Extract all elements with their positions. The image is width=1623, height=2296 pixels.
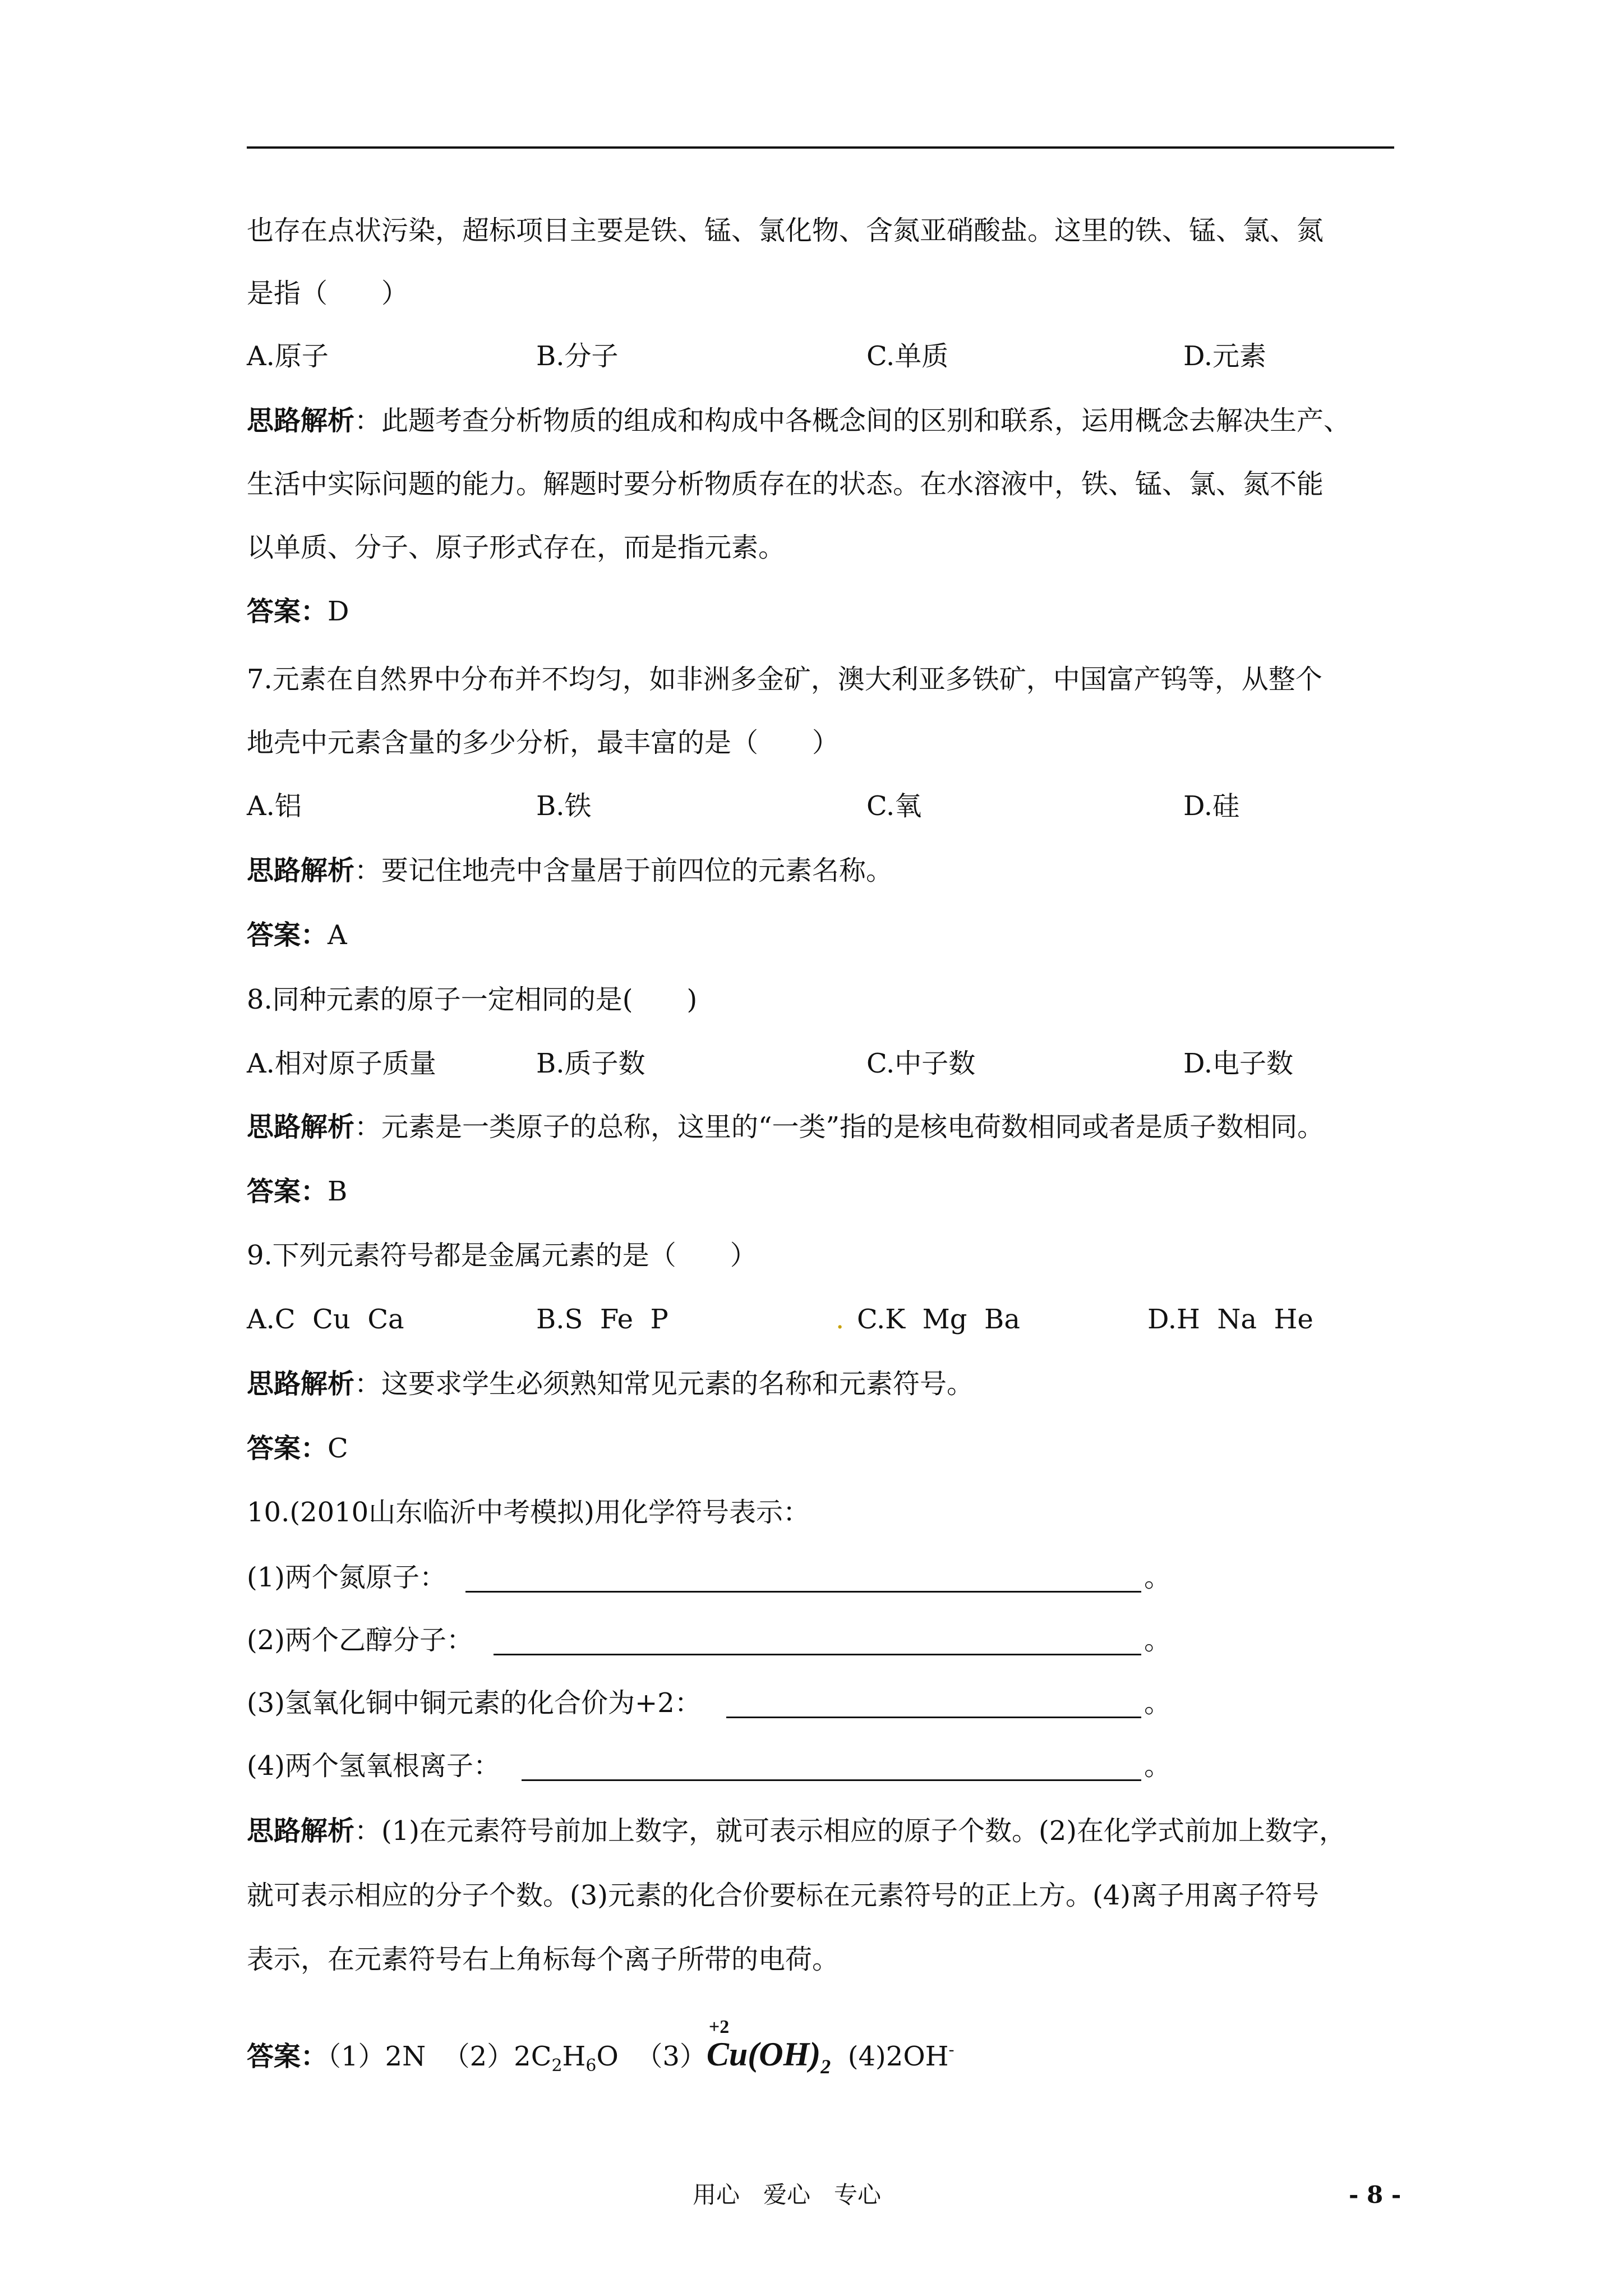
q10-item-1-end: 。 [1144, 1562, 1172, 1593]
q6-stem-line1: 也存在点状污染，超标项目主要是铁、锰、氯化物、含氮亚硝酸盐。这里的铁、锰、氯、氮 [247, 215, 1324, 246]
q6-option-b: B.分子 [536, 341, 619, 372]
q9-stem-line1: 9.下列元素符号都是金属元素的是（ ） [247, 1240, 757, 1271]
analysis-label: 思路解析 [247, 855, 355, 886]
analysis-label: 思路解析 [247, 405, 355, 436]
q6-analysis-line3: 以单质、分子、原子形式存在，而是指元素。 [247, 532, 786, 563]
answer-blank-3[interactable] [726, 1690, 1141, 1718]
q10-analysis-line3: 表示，在元素符号右上角标每个离子所带的电荷。 [247, 1944, 840, 1975]
q8-stem-line1: 8.同种元素的原子一定相同的是( ) [247, 984, 698, 1015]
q10-analysis-line1: 思路解析：(1)在元素符号前加上数字，就可表示相应的原子个数。(2)在化学式前加上数字， [247, 1815, 1347, 1847]
q9-option-b: B.S Fe P [536, 1304, 668, 1335]
q8-option-c: C.中子数 [866, 1048, 976, 1079]
answer-label: 答案： [247, 1433, 328, 1464]
q7-option-a: A.铝 [247, 790, 302, 822]
q7-answer: 答案：A [247, 919, 347, 951]
q6-option-c: C.单质 [866, 341, 949, 372]
q9-option-c: C.K Mg Ba [857, 1304, 1020, 1335]
answer-blank-4[interactable] [522, 1752, 1141, 1781]
q10-item-2-end: 。 [1144, 1625, 1172, 1656]
analysis-label: 思路解析 [247, 1368, 355, 1400]
q7-option-d: D.硅 [1183, 790, 1240, 822]
q10-item-4-end: 。 [1144, 1750, 1172, 1782]
q8-option-a: A.相对原子质量 [247, 1048, 436, 1079]
answer-blank-1[interactable] [465, 1564, 1141, 1593]
q7-stem-line1: 7.元素在自然界中分布并不均匀，如非洲多金矿，澳大利亚多铁矿，中国富产钨等，从整个 [247, 664, 1322, 695]
answer-blank-2[interactable] [494, 1627, 1141, 1655]
q10-item-2: (2)两个乙醇分子： [247, 1625, 473, 1656]
q10-item-3-end: 。 [1144, 1687, 1172, 1719]
footer-motto: 用心 爱心 专心 [693, 2181, 882, 2208]
q10-answer: 答案：（1）2N $(2)2C_2H_6O$ （3） +2 $Cu(OH)_2$ (4)2OH- [247, 2033, 955, 2083]
page-number: - 8 - [1349, 2181, 1401, 2208]
q6-answer: 答案：D [247, 596, 349, 627]
q7-analysis-line1: 思路解析：要记住地壳中含量居于前四位的元素名称。 [247, 855, 893, 886]
answer-label: 答案： [247, 596, 328, 627]
q9-analysis-line1: 思路解析：这要求学生必须熟知常见元素的名称和元素符号。 [247, 1368, 974, 1400]
q10-item-1: (1)两个氮原子： [247, 1562, 446, 1593]
answer-label: 答案： [247, 1176, 328, 1207]
analysis-label: 思路解析 [247, 1815, 355, 1847]
q6-stem-line2: 是指（ ） [247, 278, 409, 309]
answer-label: 答案： [247, 2041, 328, 2072]
q9-option-d: D.H Na He [1147, 1304, 1313, 1335]
q7-stem-line2: 地壳中元素含量的多少分析，最丰富的是（ ） [247, 727, 840, 758]
q10-item-4: (4)两个氢氧根离子： [247, 1750, 500, 1782]
q10-analysis-line2: 就可表示相应的分子个数。(3)元素的化合价要标在元素符号的正上方。(4)离子用离子符号 [247, 1880, 1319, 1911]
q9-dot-mark: . [836, 1304, 845, 1335]
q9-answer: 答案：C [247, 1433, 348, 1464]
header-rule [247, 146, 1394, 149]
analysis-label: 思路解析 [247, 1111, 355, 1143]
q8-option-d: D.电子数 [1183, 1048, 1294, 1079]
q7-option-c: C.氧 [866, 790, 922, 822]
answer-label: 答案： [247, 919, 328, 951]
q7-option-b: B.铁 [536, 790, 592, 822]
q10-stem-line1: 10.(2010山东临沂中考模拟)用化学符号表示： [247, 1497, 810, 1528]
q6-analysis-line1: 思路解析：此题考查分析物质的组成和构成中各概念间的区别和联系，运用概念去解决生产、 [247, 405, 1351, 436]
q8-answer: 答案：B [247, 1176, 348, 1207]
q6-option-d: D.元素 [1183, 341, 1267, 372]
q8-option-b: B.质子数 [536, 1048, 645, 1079]
q8-analysis-line1: 思路解析：元素是一类原子的总称，这里的“一类”指的是核电荷数相同或者是质子数相同。 [247, 1111, 1325, 1143]
q9-option-a: A.C Cu Ca [247, 1304, 404, 1335]
copper-hydroxide-formula: +2 $Cu(OH)_2$ [706, 2017, 831, 2078]
q6-analysis-line2: 生活中实际问题的能力。解题时要分析物质存在的状态。在水溶液中，铁、锰、氯、氮不能 [247, 468, 1324, 500]
q6-option-a: A.原子 [247, 341, 329, 372]
q10-item-3: (3)氢氧化铜中铜元素的化合价为+2： [247, 1687, 702, 1719]
